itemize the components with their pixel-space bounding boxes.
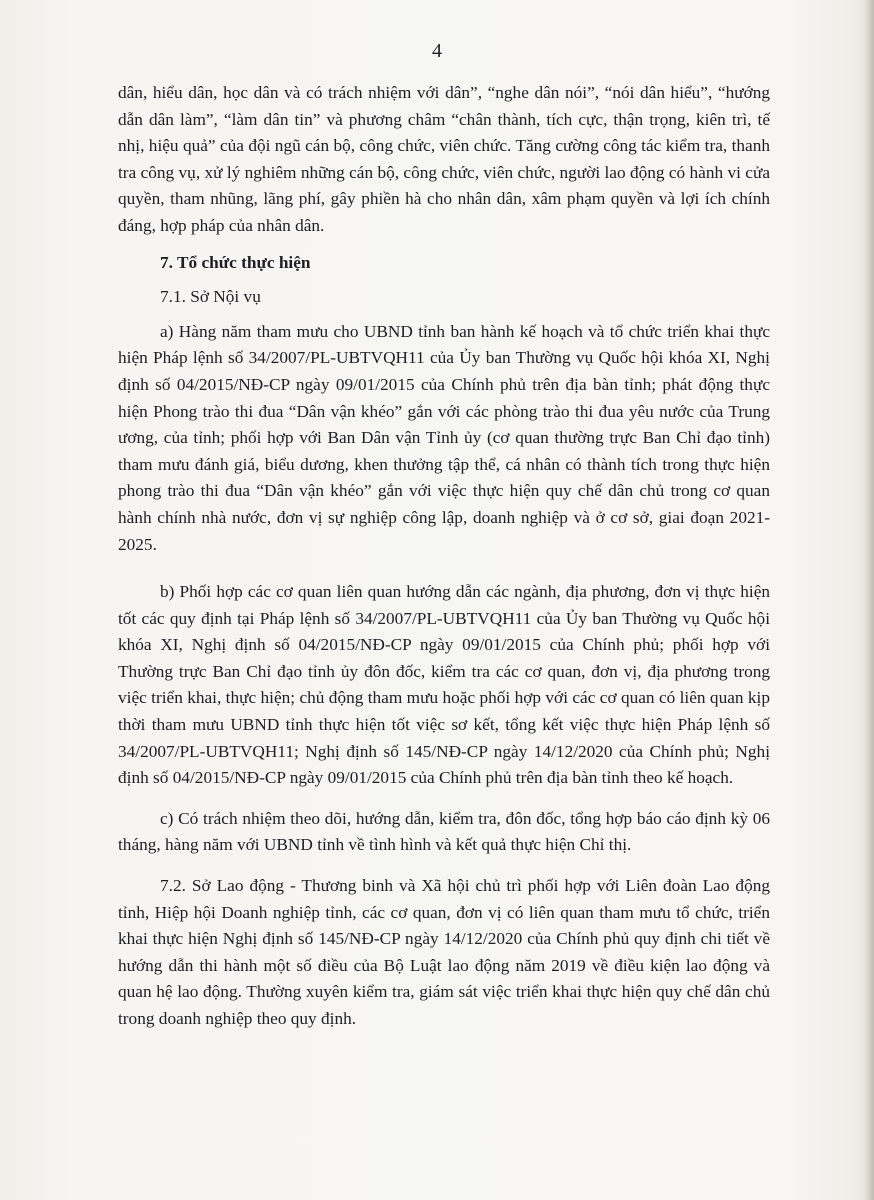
page-edge-shadow [854,0,874,1200]
paragraph-7-1-a: a) Hàng năm tham mưu cho UBND tỉnh ban hành kế hoạch và tổ chức triển khai thực hiện Pháp lệnh số 34/2007/PL-UBTVQH11 của Ủy ban Thường vụ Quốc hội khóa XI, Nghị định số 04/2015/NĐ-CP ngày 09/01/2015 của Chính phủ trên địa bàn tỉnh; phát động thực hiện Phong trào thi đua “Dân vận khéo” gắn với các phòng trào thi đua yêu nước của Trung ương, của tỉnh; phối hợp với Ban Dân vận Tỉnh ủy (cơ quan thường trực Ban Chỉ đạo tỉnh) tham mưu đánh giá, biểu dương, khen thưởng tập thể, cá nhân có thành tích trong thực hiện phong trào thi đua “Dân vận khéo” gắn với việc thực hiện quy chế dân chủ trong cơ quan hành chính nhà nước, đơn vị sự nghiệp công lập, doanh nghiệp và ở cơ sở, giai đoạn 2021-2025. [118,321,770,554]
paragraph-7-2: 7.2. Sở Lao động - Thương binh và Xã hội chủ trì phối hợp với Liên đoàn Lao động tỉnh, Hiệp hội Doanh nghiệp tỉnh, các cơ quan, đơn vị có liên quan tham mưu tổ chức, triển khai thực hiện Nghị định số 145/NĐ-CP ngày 14/12/2020 của Chính phủ quy định chi tiết về hướng dẫn thi hành một số điều của Bộ Luật lao động năm 2019 về điều kiện lao động và quan hệ lao động. Thường xuyên kiểm tra, giám sát việc triển khai thực hiện quy chế dân chủ trong doanh nghiệp theo quy định. [118,876,770,1028]
paragraph-7-1-c: c) Có trách nhiệm theo dõi, hướng dẫn, kiểm tra, đôn đốc, tổng hợp báo cáo định kỳ 06 tháng, hàng năm với UBND tỉnh về tình hình và kết quả thực hiện Chỉ thị. [118,808,770,855]
paragraph-intro: dân, hiểu dân, học dân và có trách nhiệm với dân”, “nghe dân nói”, “nói dân hiểu”, “hướng dẫn dân làm”, “làm dân tin” và phương châm “chân thành, tích cực, thận trọng, kiên trì, tế nhị, hiệu quả” của đội ngũ cán bộ, công chức, viên chức. Tăng cường công tác kiểm tra, thanh tra công vụ, xử lý nghiêm những cán bộ, công chức, viên chức, người lao động có hành vi cửa quyền, tham nhũng, lãng phí, gây phiền hà cho nhân dân, xâm phạm quyền và lợi ích chính đáng, hợp pháp của nhân dân. [118,83,770,235]
paragraph-7-1-b: b) Phối hợp các cơ quan liên quan hướng dẫn các ngành, địa phương, đơn vị thực hiện tốt các quy định tại Pháp lệnh số 34/2007/PL-UBTVQH11 của Ủy ban Thường vụ Quốc hội khóa XI, Nghị định số 04/2015/NĐ-CP ngày 09/01/2015 của Chính phủ; phối hợp với Thường trực Ban Chỉ đạo tỉnh ủy đôn đốc, kiểm tra các cơ quan, đơn vị, địa phương trong việc triển khai, thực hiện; chủ động tham mưu hoặc phối hợp với các cơ quan có liên quan kịp thời tham mưu UBND tỉnh thực hiện tốt việc sơ kết, tổng kết việc thực hiện Pháp lệnh số 34/2007/PL-UBTVQH11; Nghị định số 145/NĐ-CP ngày 14/12/2020 của Chính phủ; Nghị định số 04/2015/NĐ-CP ngày 09/01/2015 của Chính phủ trên địa bàn tỉnh theo kế hoạch. [118,582,770,788]
document-body [118,80,770,1033]
subsection-heading-7-1: 7.1. Sở Nội vụ [160,287,261,307]
section-heading-7: 7. Tổ chức thực hiện [160,252,311,272]
page-number: 4 [432,40,442,62]
